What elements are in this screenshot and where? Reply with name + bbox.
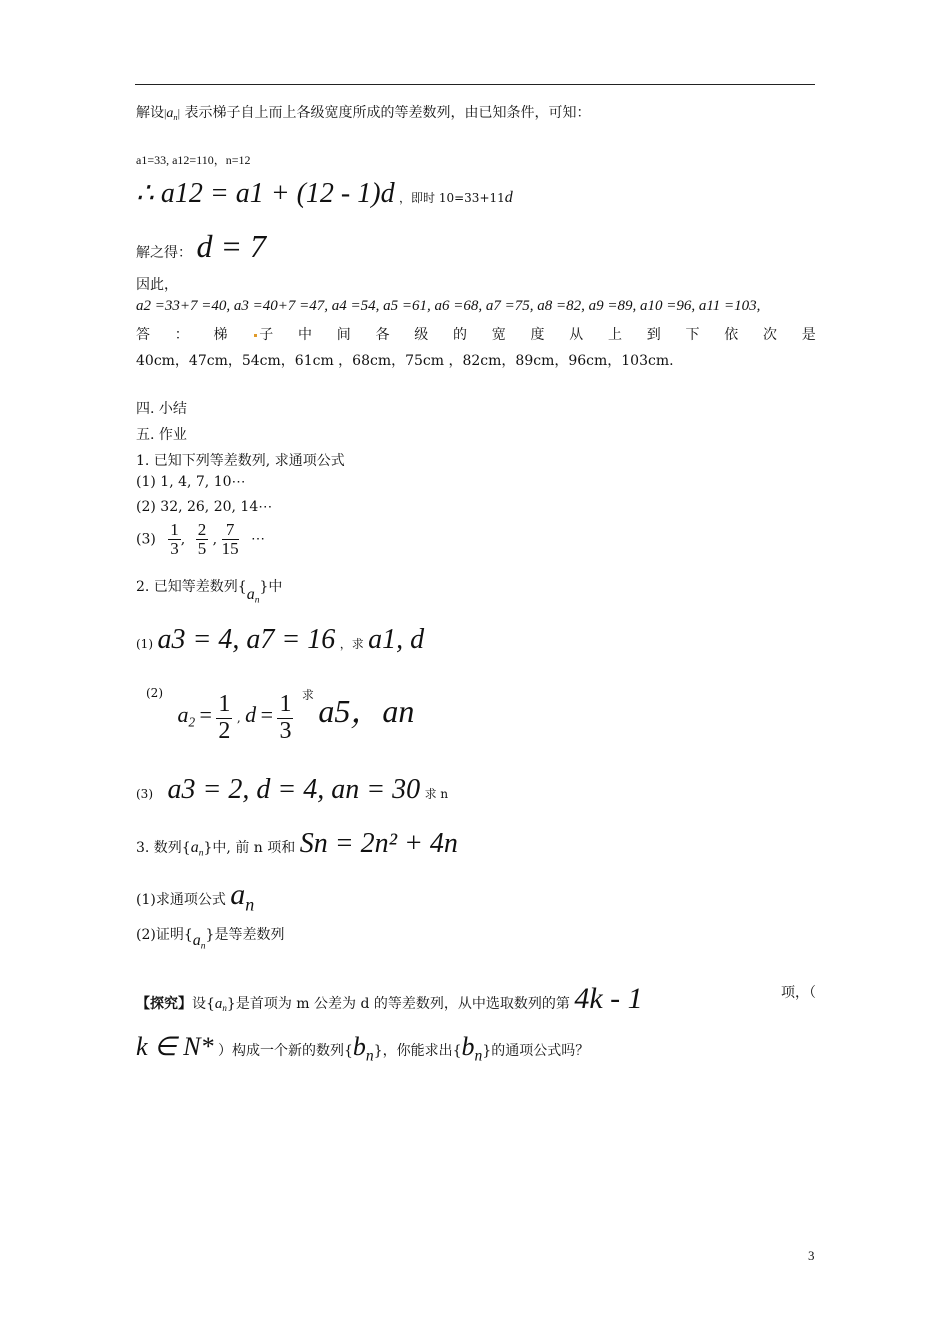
explore-seq-b2: $b_n$ xyxy=(461,1032,483,1065)
explore-text4: ）构成一个新的数列{ xyxy=(217,1043,353,1059)
q2-seq: $a_n$ xyxy=(246,586,260,606)
given-values: a1=33, a12=110，n=12 xyxy=(136,153,251,167)
therefore-line xyxy=(136,176,513,210)
answer-widths: 40cm，47cm，54cm，61cm ，68cm，75cm ，82cm，89cm，96cm，103cm. xyxy=(136,353,674,369)
solve-result: d = 7 xyxy=(196,228,267,264)
answer-char: 次 xyxy=(763,327,777,343)
explore-text3: 项，（ xyxy=(781,985,816,1001)
q1-part3: (3) $\frac{1}{3}$ , $\frac{2}{5}$ , $\frac{7}{15}$ ⋯ xyxy=(136,520,266,558)
brace-left: | xyxy=(164,106,167,120)
explore-line1 xyxy=(136,982,816,1016)
q1-part2: (2) 32, 26, 20, 14⋯ xyxy=(136,499,273,515)
hence-label: 因此， xyxy=(136,277,178,293)
q2-sub1-target: a1, d xyxy=(368,624,425,655)
fraction-2-5: $\frac{2}{5}$ xyxy=(197,520,207,558)
answer-char: 度 xyxy=(530,327,545,343)
intro-line xyxy=(136,102,590,122)
intro-rest: 表示梯子自上而上各级宽度所成的等差数列，由已知条件，可知： xyxy=(184,105,591,121)
q3-formula: Sn = 2n² + 4n xyxy=(299,828,458,859)
intro-lead: 解设 xyxy=(136,105,164,121)
q3-part2-seq: $a_n$ xyxy=(192,932,206,952)
answer-char: 各 xyxy=(375,327,390,343)
answer-char: 间 xyxy=(336,327,351,343)
q3-part2-start: (2)证明{ xyxy=(136,927,193,943)
q2-sub2-ask: 求 xyxy=(301,688,314,702)
q2-sub2-label: (2) xyxy=(146,686,163,700)
q3-part1-an: $a_n$ xyxy=(230,878,255,915)
q3-title-mid: }中, 前 n 项和 xyxy=(203,840,296,856)
q3-part1 xyxy=(136,878,254,915)
q2-sub2-d: d xyxy=(245,702,257,727)
q3-title xyxy=(136,828,458,860)
answer-char: 宽 xyxy=(491,327,506,343)
explore-tag: 【探究】 xyxy=(136,996,192,1012)
q1-part3-label: (3) xyxy=(136,531,156,548)
marker-dot xyxy=(254,334,257,337)
q3-part2 xyxy=(136,924,285,952)
answer-char: 答 xyxy=(136,327,150,343)
fraction-7-15: $\frac{7}{15}$ xyxy=(221,520,239,558)
explore-text1: 设{ xyxy=(192,996,215,1012)
answer-char: 级 xyxy=(414,327,429,343)
answer-char: 上 xyxy=(608,327,622,343)
q2-sub1-label: (1) xyxy=(136,637,153,651)
q2-sub1 xyxy=(136,624,424,656)
q3-seq: $a_n$ xyxy=(190,839,204,859)
section-summary: 四. 小结 xyxy=(136,401,187,417)
q2-sub1-ask: ，求 xyxy=(339,637,364,651)
q2-sub3-expr: a3 = 2, d = 4, an = 30 xyxy=(167,774,421,805)
equals-sign: = xyxy=(199,702,212,727)
explore-text5: }，你能求出{ xyxy=(373,1043,462,1059)
section-homework: 五. 作业 xyxy=(136,427,187,443)
q2-sub3 xyxy=(136,774,448,806)
fraction-1-2: $\frac{1}{2}$ xyxy=(218,691,231,744)
explore-line2 xyxy=(136,1032,589,1065)
q2-sub3-ask: 求 n xyxy=(424,787,449,801)
q2-sub2-targets: a5，an xyxy=(318,693,415,729)
explore-cond: k ∈ N* xyxy=(136,1032,214,1061)
page-number: 3 xyxy=(808,1248,815,1263)
q2-sub3-label: (3) xyxy=(136,787,153,801)
answer-char: 的 xyxy=(453,327,467,343)
therefore-note: ，即时 10=33+11 xyxy=(399,191,505,205)
q2-sub2-a2: $a_2$ xyxy=(177,702,196,730)
q3-title-start: 3. 数列{ xyxy=(136,840,191,856)
answer-char: 依 xyxy=(724,327,739,343)
explore-text2: }是首项为 m 公差为 d 的等差数列，从中选取数列的第 xyxy=(226,996,570,1012)
answer-char: 梯 xyxy=(213,327,228,343)
solve-label: 解之得： xyxy=(136,245,192,261)
seq-sub: n xyxy=(173,112,178,122)
q3-part2-end: }是等差数列 xyxy=(205,927,285,943)
fraction-1-3b: $\frac{1}{3}$ xyxy=(279,691,292,744)
seq-symbol: a xyxy=(166,106,174,121)
therefore-formula: ∴ a12 = a1 + (12 - 1)d xyxy=(136,178,395,209)
answer-char: 到 xyxy=(646,327,661,343)
answer-char: 从 xyxy=(569,327,584,343)
explore-seq-b1: $b_n$ xyxy=(352,1032,374,1065)
solve-line xyxy=(136,228,266,265)
q1-part1: (1) 1, 4, 7, 10⋯ xyxy=(136,474,246,490)
q2-title-start: 2. 已知等差数列{ xyxy=(136,579,247,595)
explore-seq-a: $a_n$ xyxy=(214,996,227,1014)
answer-char: ： xyxy=(174,327,189,343)
values-line: a2 =33+7 =40, a3 =40+7 =47, a4 =54, a5 =61, a6 =68, a7 =75, a8 =82, a9 =89, a10 =96, a11 =103, xyxy=(136,298,761,314)
q1-title: 1. 已知下列等差数列, 求通项公式 xyxy=(136,453,345,469)
answer-line xyxy=(136,324,816,344)
explore-term: 4k - 1 xyxy=(574,982,643,1015)
q3-part1-text: (1)求通项公式 xyxy=(136,892,226,908)
q1-part3-tail: ⋯ xyxy=(251,531,266,548)
q2-title-end: }中 xyxy=(259,579,283,595)
fraction-1-3: $\frac{1}{3}$ xyxy=(170,520,179,558)
brace-right: | xyxy=(177,106,180,120)
answer-char: 中 xyxy=(298,327,312,343)
answer-char: 子 xyxy=(252,324,273,344)
explore-text6: }的通项公式吗？ xyxy=(482,1043,590,1059)
q2-sub2 xyxy=(146,686,414,744)
q2-title xyxy=(136,576,283,606)
equals-sign: = xyxy=(260,702,273,727)
answer-char: 是 xyxy=(801,327,816,343)
header-rule xyxy=(135,84,815,85)
q2-sub1-expr: a3 = 4, a7 = 16 xyxy=(157,624,336,655)
comma: , xyxy=(236,711,241,725)
therefore-note-var: d xyxy=(504,189,513,206)
answer-char: 下 xyxy=(685,327,700,343)
